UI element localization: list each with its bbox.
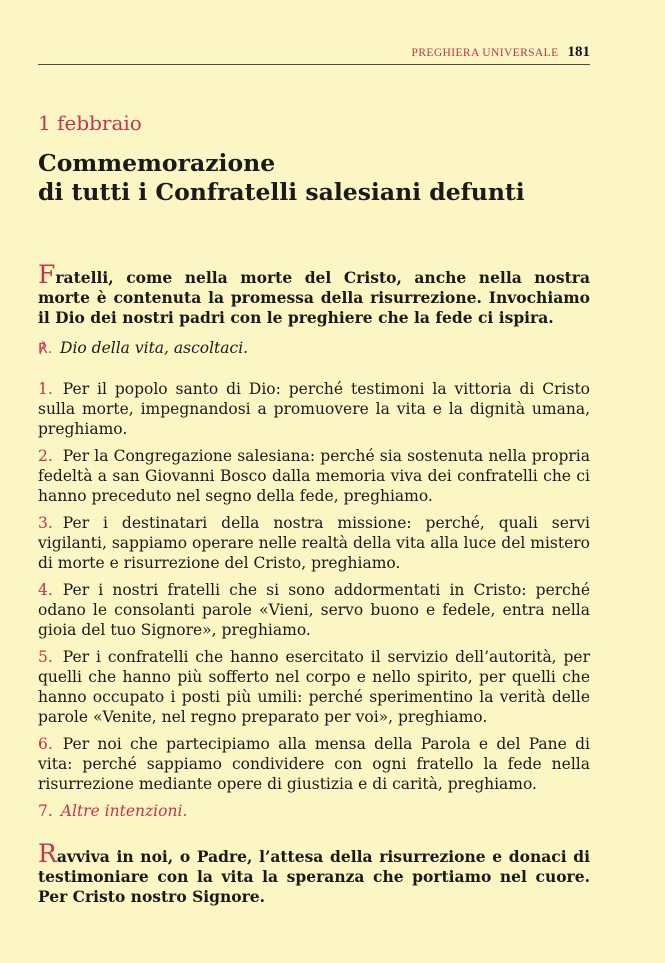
intention-number: 5. [38,648,53,666]
intention-number: 2. [38,447,53,465]
closing-text: avviva in noi, o Padre, l’attesa della risurrezione e donaci di testimoniare con la vita la speranza che portiamo nel cuore. Per Cristo nostro Signore. [38,847,590,906]
intention-item [38,446,590,506]
title-line-1: Commemorazione [38,149,276,177]
intentions-list [38,379,590,821]
closing-dropcap: R [38,839,57,868]
intention-text: Per il popolo santo di Dio: perché testimoni la vittoria di Cristo sulla morte, impegnandosi a promuovere la vita e la dignità umana, preghiamo. [38,380,590,438]
intention-text: Per i nostri fratelli che si sono addormentati in Cristo: perché odano le consolanti parole «Vieni, servo buono e fedele, entra nella gioia del tuo Signore», preghiamo. [38,581,590,639]
intro-dropcap: F [38,260,56,289]
intention-number: 1. [38,380,53,398]
intention-item [38,734,590,794]
page-title [38,149,590,207]
closing-prayer [38,841,590,907]
intention-text: Altre intenzioni. [60,802,188,820]
date-heading: 1 febbraio [38,111,142,135]
intention-item [38,580,590,640]
page [38,44,590,907]
intention-text: Per noi che partecipiamo alla mensa della Parola e del Pane di vita: perché sappiamo condividere con ogni fratello la fede nella risurrezione mediante opere di giustizia e di carità, preghiamo. [38,735,590,793]
intention-text: Per la Congregazione salesiana: perché sia sostenuta nella propria fedeltà a san Giovanni Bosco dalla memoria viva dei confratelli che ci hanno preceduto nel segno della fede, preghiamo. [38,447,590,505]
intention-text: Per i confratelli che hanno esercitato il servizio dell’autorità, per quelli che hanno più sofferto nel corpo e nello spirito, per quelli che hanno occupato i posti più umili: perché sperimentino la verità delle parole «Venite, nel regno preparato per voi», preghiamo. [38,648,590,726]
response-text: Dio della vita, ascoltaci. [60,339,249,357]
intention-item [38,647,590,727]
response-line [38,338,590,359]
intention-number: 3. [38,514,53,532]
intention-item-other [38,801,590,821]
intention-item [38,513,590,573]
intention-number: 7. [38,802,53,820]
title-line-2: di tutti i Confratelli salesiani defunti [38,178,525,206]
intro-text: ratelli, come nella morte del Cristo, anche nella nostra morte è contenuta la promessa della risurrezione. Invochiamo il Dio dei nostri padri con le preghiere che la fede ci ispira. [38,268,590,327]
intention-number: 4. [38,581,53,599]
intention-item [38,379,590,439]
intro-paragraph [38,262,590,328]
intention-text: Per i destinatari della nostra missione: perché, quali servi vigilanti, sappiamo operare nelle realtà della vita alla luce del mistero di morte e risurrezione del Cristo, preghiamo. [38,514,591,572]
page-number: 181 [567,44,590,60]
response-symbol: ℟. [38,341,53,357]
running-header [38,44,590,65]
intention-number: 6. [38,735,53,753]
running-title: PREGHIERA UNIVERSALE [411,47,559,59]
